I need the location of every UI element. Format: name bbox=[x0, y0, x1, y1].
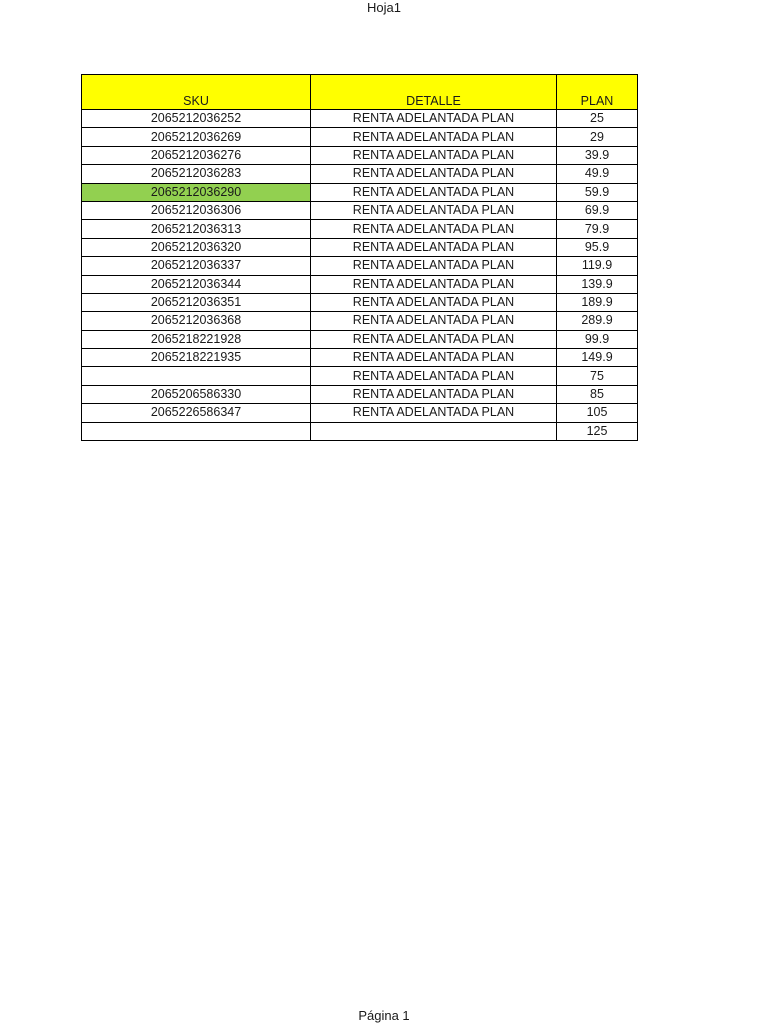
cell-plan: 69.9 bbox=[557, 201, 638, 219]
cell-detalle: RENTA ADELANTADA PLAN bbox=[311, 367, 557, 385]
cell-plan: 29 bbox=[557, 128, 638, 146]
cell-sku: 2065212036290 bbox=[82, 183, 311, 201]
table-row bbox=[82, 349, 638, 367]
table-row bbox=[82, 293, 638, 311]
table-row bbox=[82, 183, 638, 201]
cell-sku: 2065212036320 bbox=[82, 238, 311, 256]
table-body bbox=[82, 110, 638, 441]
cell-detalle bbox=[311, 422, 557, 440]
cell-plan: 39.9 bbox=[557, 146, 638, 164]
cell-sku: 2065218221928 bbox=[82, 330, 311, 348]
header-plan: PLAN bbox=[557, 75, 638, 110]
cell-plan: 119.9 bbox=[557, 257, 638, 275]
cell-plan: 99.9 bbox=[557, 330, 638, 348]
cell-detalle: RENTA ADELANTADA PLAN bbox=[311, 238, 557, 256]
cell-plan: 95.9 bbox=[557, 238, 638, 256]
cell-detalle: RENTA ADELANTADA PLAN bbox=[311, 183, 557, 201]
cell-sku: 2065212036276 bbox=[82, 146, 311, 164]
cell-sku: 2065212036337 bbox=[82, 257, 311, 275]
page-number: Página 1 bbox=[358, 1008, 410, 1023]
cell-detalle: RENTA ADELANTADA PLAN bbox=[311, 201, 557, 219]
table-row bbox=[82, 110, 638, 128]
cell-sku: 2065212036344 bbox=[82, 275, 311, 293]
plans-table bbox=[81, 74, 638, 441]
cell-sku: 2065212036269 bbox=[82, 128, 311, 146]
cell-plan: 125 bbox=[557, 422, 638, 440]
cell-sku bbox=[82, 422, 311, 440]
table-row bbox=[82, 128, 638, 146]
cell-plan: 49.9 bbox=[557, 165, 638, 183]
table-row bbox=[82, 201, 638, 219]
cell-detalle: RENTA ADELANTADA PLAN bbox=[311, 330, 557, 348]
table-row bbox=[82, 238, 638, 256]
cell-sku: 2065212036306 bbox=[82, 201, 311, 219]
cell-sku: 2065212036351 bbox=[82, 293, 311, 311]
cell-detalle: RENTA ADELANTADA PLAN bbox=[311, 257, 557, 275]
table-row bbox=[82, 146, 638, 164]
cell-detalle: RENTA ADELANTADA PLAN bbox=[311, 146, 557, 164]
cell-sku bbox=[82, 367, 311, 385]
header-sku: SKU bbox=[82, 75, 311, 110]
cell-plan: 289.9 bbox=[557, 312, 638, 330]
cell-detalle: RENTA ADELANTADA PLAN bbox=[311, 275, 557, 293]
table-row bbox=[82, 404, 638, 422]
cell-sku: 2065206586330 bbox=[82, 385, 311, 403]
cell-sku: 2065212036368 bbox=[82, 312, 311, 330]
cell-detalle: RENTA ADELANTADA PLAN bbox=[311, 293, 557, 311]
cell-sku: 2065226586347 bbox=[82, 404, 311, 422]
cell-sku: 2065212036252 bbox=[82, 110, 311, 128]
cell-sku: 2065218221935 bbox=[82, 349, 311, 367]
cell-detalle: RENTA ADELANTADA PLAN bbox=[311, 220, 557, 238]
cell-sku: 2065212036313 bbox=[82, 220, 311, 238]
table-row bbox=[82, 275, 638, 293]
header-detalle: DETALLE bbox=[311, 75, 557, 110]
header-row bbox=[82, 75, 638, 110]
cell-detalle: RENTA ADELANTADA PLAN bbox=[311, 165, 557, 183]
cell-detalle: RENTA ADELANTADA PLAN bbox=[311, 404, 557, 422]
table-row bbox=[82, 165, 638, 183]
table-row bbox=[82, 367, 638, 385]
cell-plan: 85 bbox=[557, 385, 638, 403]
table-row bbox=[82, 220, 638, 238]
cell-detalle: RENTA ADELANTADA PLAN bbox=[311, 312, 557, 330]
table-row bbox=[82, 312, 638, 330]
table-row bbox=[82, 330, 638, 348]
cell-plan: 75 bbox=[557, 367, 638, 385]
table-row bbox=[82, 385, 638, 403]
cell-plan: 79.9 bbox=[557, 220, 638, 238]
cell-detalle: RENTA ADELANTADA PLAN bbox=[311, 128, 557, 146]
cell-detalle: RENTA ADELANTADA PLAN bbox=[311, 385, 557, 403]
cell-plan: 139.9 bbox=[557, 275, 638, 293]
cell-sku: 2065212036283 bbox=[82, 165, 311, 183]
cell-plan: 105 bbox=[557, 404, 638, 422]
cell-detalle: RENTA ADELANTADA PLAN bbox=[311, 110, 557, 128]
cell-plan: 59.9 bbox=[557, 183, 638, 201]
table-header bbox=[82, 75, 638, 110]
cell-plan: 25 bbox=[557, 110, 638, 128]
cell-plan: 189.9 bbox=[557, 293, 638, 311]
table-row bbox=[82, 257, 638, 275]
cell-plan: 149.9 bbox=[557, 349, 638, 367]
table-row bbox=[82, 422, 638, 440]
cell-detalle: RENTA ADELANTADA PLAN bbox=[311, 349, 557, 367]
sheet-title: Hoja1 bbox=[367, 0, 401, 15]
